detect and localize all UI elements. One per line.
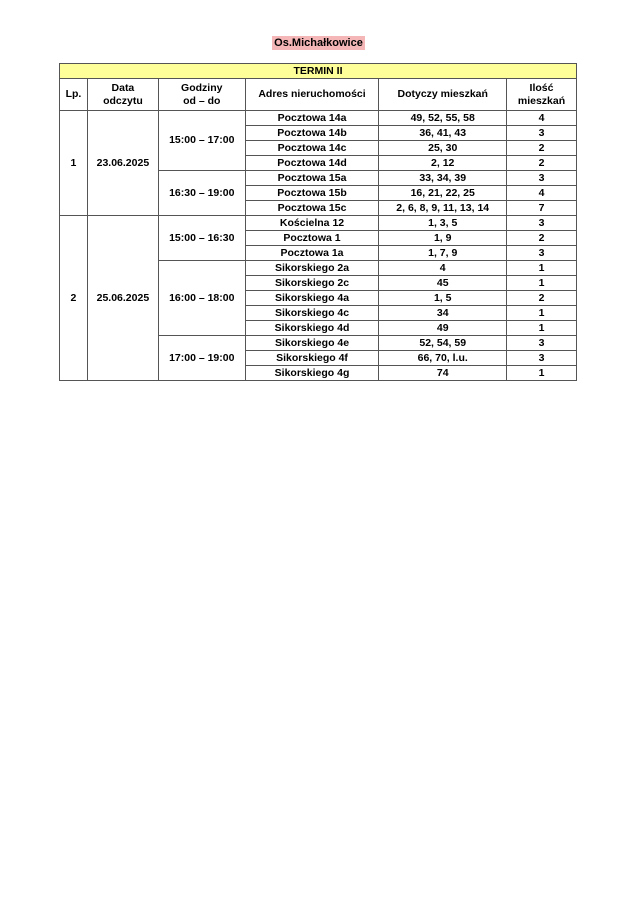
apartments-cell: 2, 6, 8, 9, 11, 13, 14 bbox=[379, 201, 507, 216]
apartments-cell: 4 bbox=[379, 261, 507, 276]
address-cell: Pocztowa 14a bbox=[245, 111, 379, 126]
column-header-row bbox=[60, 79, 577, 111]
count-cell: 2 bbox=[507, 231, 577, 246]
apartments-cell: 49 bbox=[379, 321, 507, 336]
address-cell: Pocztowa 15c bbox=[245, 201, 379, 216]
schedule-table bbox=[59, 63, 577, 381]
count-cell: 2 bbox=[507, 156, 577, 171]
apartments-cell: 33, 34, 39 bbox=[379, 171, 507, 186]
count-cell: 2 bbox=[507, 291, 577, 306]
hours-cell: 15:00 – 17:00 bbox=[158, 111, 245, 171]
apartments-cell: 1, 3, 5 bbox=[379, 216, 507, 231]
address-cell: Sikorskiego 4g bbox=[245, 366, 379, 381]
hours-cell: 16:30 – 19:00 bbox=[158, 171, 245, 216]
count-cell: 3 bbox=[507, 216, 577, 231]
address-cell: Sikorskiego 4c bbox=[245, 306, 379, 321]
apartments-cell: 45 bbox=[379, 276, 507, 291]
header-apartments: Dotyczy mieszkań bbox=[379, 79, 507, 111]
hours-cell: 17:00 – 19:00 bbox=[158, 336, 245, 381]
apartments-cell: 36, 41, 43 bbox=[379, 126, 507, 141]
count-cell: 1 bbox=[507, 321, 577, 336]
apartments-cell: 1, 7, 9 bbox=[379, 246, 507, 261]
count-cell: 4 bbox=[507, 186, 577, 201]
header-date-line1: Data bbox=[111, 81, 135, 94]
count-cell: 1 bbox=[507, 276, 577, 291]
hours-cell: 16:00 – 18:00 bbox=[158, 261, 245, 336]
address-cell: Pocztowa 15a bbox=[245, 171, 379, 186]
address-cell: Sikorskiego 4a bbox=[245, 291, 379, 306]
header-count-line2: mieszkań bbox=[517, 94, 566, 107]
apartments-cell: 25, 30 bbox=[379, 141, 507, 156]
header-address: Adres nieruchomości bbox=[245, 79, 379, 111]
page-title bbox=[0, 33, 637, 51]
apartments-cell: 66, 70, l.u. bbox=[379, 351, 507, 366]
address-cell: Pocztowa 14c bbox=[245, 141, 379, 156]
lp-cell: 2 bbox=[60, 216, 88, 381]
address-cell: Kościelna 12 bbox=[245, 216, 379, 231]
header-date-line2: odczytu bbox=[103, 94, 143, 107]
count-cell: 3 bbox=[507, 126, 577, 141]
address-cell: Pocztowa 14b bbox=[245, 126, 379, 141]
apartments-cell: 34 bbox=[379, 306, 507, 321]
address-cell: Pocztowa 14d bbox=[245, 156, 379, 171]
address-cell: Sikorskiego 4e bbox=[245, 336, 379, 351]
apartments-cell: 1, 9 bbox=[379, 231, 507, 246]
schedule-body bbox=[60, 111, 577, 381]
apartments-cell: 49, 52, 55, 58 bbox=[379, 111, 507, 126]
apartments-cell: 16, 21, 22, 25 bbox=[379, 186, 507, 201]
count-cell: 3 bbox=[507, 171, 577, 186]
address-cell: Pocztowa 1 bbox=[245, 231, 379, 246]
count-cell: 3 bbox=[507, 246, 577, 261]
count-cell: 1 bbox=[507, 306, 577, 321]
hours-cell: 15:00 – 16:30 bbox=[158, 216, 245, 261]
header-hours bbox=[158, 79, 245, 111]
address-cell: Sikorskiego 2a bbox=[245, 261, 379, 276]
header-hours-line2: od – do bbox=[183, 94, 221, 107]
count-cell: 3 bbox=[507, 351, 577, 366]
count-cell: 7 bbox=[507, 201, 577, 216]
header-count-line1: Ilość bbox=[529, 81, 554, 94]
apartments-cell: 74 bbox=[379, 366, 507, 381]
count-cell: 2 bbox=[507, 141, 577, 156]
apartments-cell: 1, 5 bbox=[379, 291, 507, 306]
address-cell: Sikorskiego 4d bbox=[245, 321, 379, 336]
count-cell: 1 bbox=[507, 261, 577, 276]
page-title-text: Os.Michałkowice bbox=[274, 37, 363, 49]
address-cell: Pocztowa 1a bbox=[245, 246, 379, 261]
lp-cell: 1 bbox=[60, 111, 88, 216]
address-cell: Sikorskiego 4f bbox=[245, 351, 379, 366]
count-cell: 3 bbox=[507, 336, 577, 351]
count-cell: 4 bbox=[507, 111, 577, 126]
apartments-cell: 2, 12 bbox=[379, 156, 507, 171]
address-cell: Pocztowa 15b bbox=[245, 186, 379, 201]
table-row bbox=[60, 216, 577, 231]
header-date bbox=[87, 79, 158, 111]
header-hours-line1: Godziny bbox=[181, 81, 223, 94]
count-cell: 1 bbox=[507, 366, 577, 381]
date-cell: 25.06.2025 bbox=[87, 216, 158, 381]
term-header: TERMIN II bbox=[60, 64, 577, 79]
header-count bbox=[507, 79, 577, 111]
header-lp: Lp. bbox=[60, 79, 88, 111]
address-cell: Sikorskiego 2c bbox=[245, 276, 379, 291]
apartments-cell: 52, 54, 59 bbox=[379, 336, 507, 351]
table-row bbox=[60, 111, 577, 126]
date-cell: 23.06.2025 bbox=[87, 111, 158, 216]
